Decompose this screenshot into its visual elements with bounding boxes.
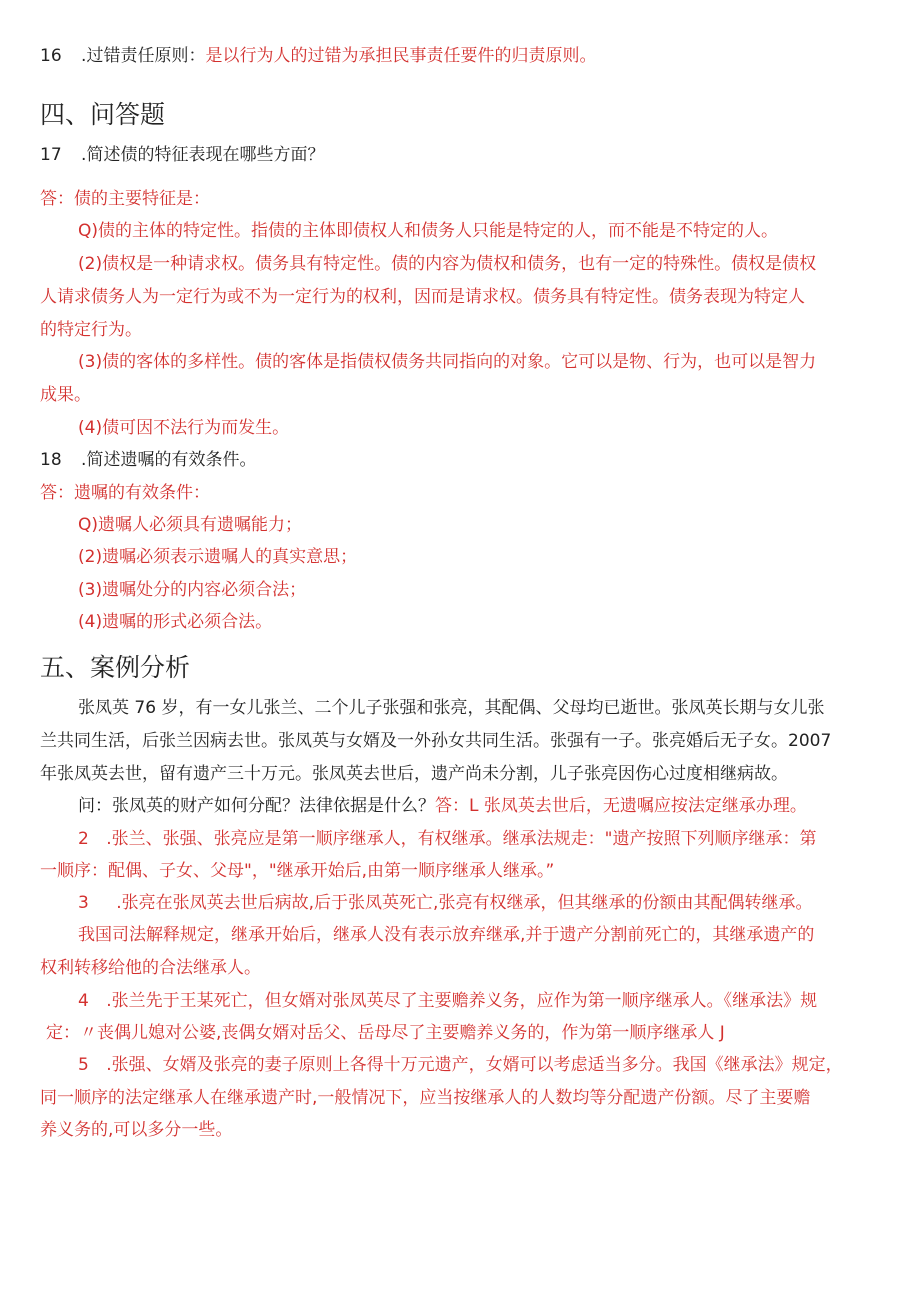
question-text: .简述遗嘱的有效条件。	[81, 450, 257, 470]
question-16	[40, 44, 596, 68]
answer-line: 我国司法解释规定，继承开始后，继承人没有表示放弃继承,并于遗产分割前死亡的，其继承遗产的	[78, 925, 815, 945]
case-paragraph: 兰共同生活，后张兰因病去世。张凤英与女婿及一外孙女共同生活。张强有一子。张亮婚后无子女。2007	[40, 731, 832, 751]
case-paragraph: 张凤英 76 岁，有一女儿张兰、二个儿子张强和张亮，其配偶、父母均已逝世。张凤英长期与女儿张	[78, 698, 825, 718]
answer-item-3	[78, 891, 812, 915]
answer-paragraph: (2)债权是一种请求权。债务具有特定性。债的内容为债权和债务，也有一定的特殊性。债权是债权	[78, 254, 817, 274]
list-item: Q)遗嘱人必须具有遗嘱能力；	[78, 515, 303, 535]
answer-line: 同一顺序的法定继承人在继承遗产时,一般情况下，应当按继承人的人数均等分配遗产份额。尽了主要赡	[40, 1088, 811, 1108]
case-paragraph: 年张凤英去世，留有遗产三十万元。张凤英去世后，遗产尚未分割，儿子张亮因伤心过度相继病故。	[40, 764, 788, 784]
section-heading-5: 五、案例分析	[40, 653, 191, 682]
answer-intro: 答：债的主要特征是：	[40, 189, 210, 209]
item-text: .张兰先于王某死亡，但女婿对张凤英尽了主要赡养义务，应作为第一顺序继承人。《继承法》规	[106, 991, 818, 1011]
answer-item-2	[78, 827, 816, 851]
item-text: .张亮在张凤英去世后病故,后于张凤英死亡,张亮有权继承，但其继承的份额由其配偶转继承。	[116, 893, 813, 913]
question-text: .简述债的特征表现在哪些方面？	[81, 145, 325, 165]
answer-intro: 答：遗嘱的有效条件：	[40, 483, 210, 503]
term-definition: 是以行为人的过错为承担民事责任要件的归责原则。	[205, 46, 597, 66]
list-item: (3)遗嘱处分的内容必须合法；	[78, 580, 307, 600]
answer-item-4	[78, 989, 817, 1013]
answer-paragraph: 人请求债务人为一定行为或不为一定行为的权利，因而是请求权。债务具有特定性。债务表现为特定人	[40, 287, 805, 307]
question-number: 17	[40, 145, 62, 165]
answer-line: 一顺序：配偶、子女、父母"，"继承开始后,由第一顺序继承人继承。”	[40, 861, 555, 881]
item-number: 2	[78, 829, 89, 849]
case-answer-start: 答：L 张凤英去世后，无遗嘱应按法定继承办理。	[435, 796, 807, 816]
item-number: 4	[78, 991, 89, 1011]
question-number: 16	[40, 46, 62, 66]
question-17	[40, 143, 324, 167]
answer-item-5	[78, 1053, 843, 1077]
answer-line: 养义务的,可以多分一些。	[40, 1120, 233, 1140]
item-number: 3	[78, 893, 89, 913]
answer-paragraph: (3)债的客体的多样性。债的客体是指债权债务共同指向的对象。它可以是物、行为，也可以是智力	[78, 352, 817, 372]
list-item: (2)遗嘱必须表示遗嘱人的真实意思；	[78, 547, 358, 567]
question-number: 18	[40, 450, 62, 470]
answer-paragraph: (4)债可因不法行为而发生。	[78, 418, 290, 438]
list-item: (4)遗嘱的形式必须合法。	[78, 612, 273, 632]
answer-paragraph: Q)债的主体的特定性。指债的主体即债权人和债务人只能是特定的人，而不能是不特定的人。	[78, 221, 779, 241]
answer-line: 权利转移给他的合法继承人。	[40, 958, 261, 978]
case-question	[78, 794, 807, 818]
item-number: 5	[78, 1055, 89, 1075]
case-question-text: 问：张凤英的财产如何分配？法律依据是什么？	[78, 796, 435, 816]
answer-paragraph: 的特定行为。	[40, 320, 142, 340]
section-heading-4: 四、问答题	[40, 100, 166, 129]
answer-line: 定：〃丧偶儿媳对公婆,丧偶女婿对岳父、岳母尽了主要赡养义务的，作为第一顺序继承人 J	[46, 1023, 725, 1043]
answer-paragraph: 成果。	[40, 385, 91, 405]
item-text: .张兰、张强、张亮应是第一顺序继承人，有权继承。继承法规走："遗产按照下列顺序继承：第	[106, 829, 817, 849]
question-18	[40, 448, 256, 472]
term-label: .过错责任原则：	[81, 46, 206, 66]
item-text: .张强、女婿及张亮的妻子原则上各得十万元遗产，女婿可以考虑适当多分。我国《继承法》规定，	[106, 1055, 843, 1075]
